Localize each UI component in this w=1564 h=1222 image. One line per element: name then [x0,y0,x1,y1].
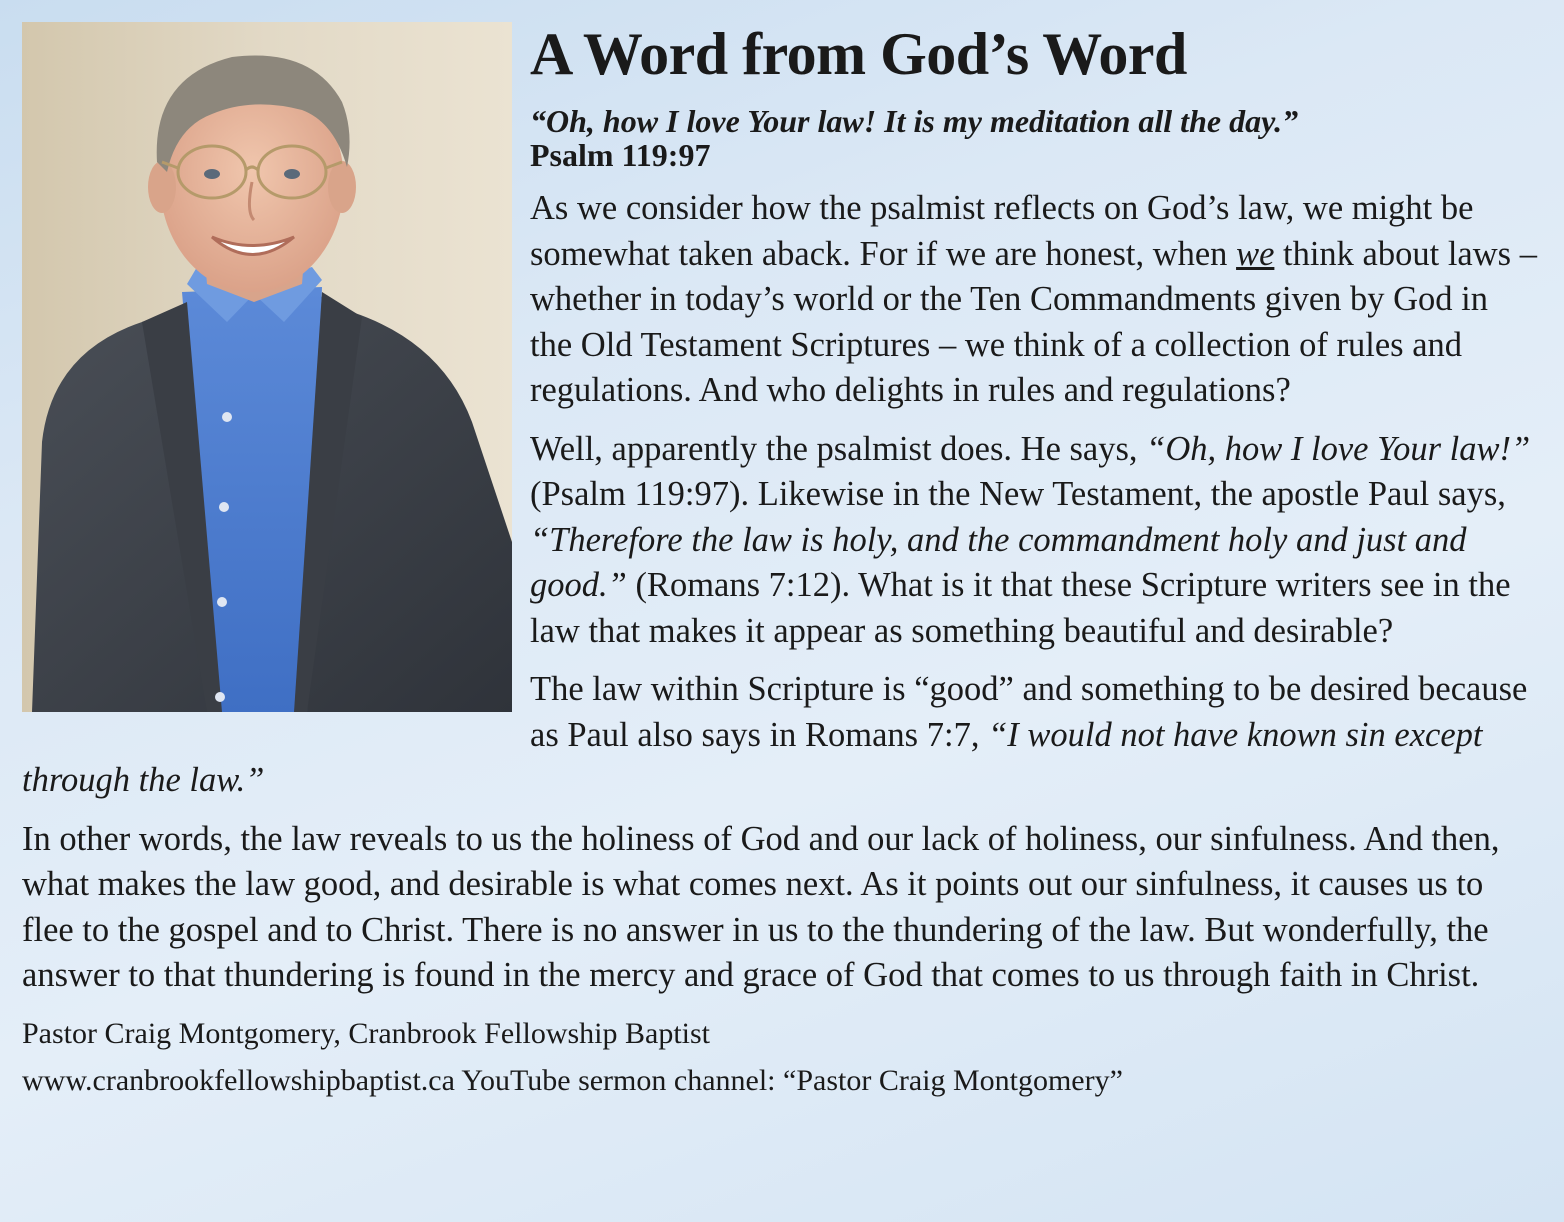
paragraph-4: In other words, the law reveals to us the holiness of God and our lack of holiness, our sinfulness. And then, what makes the law good, and desirable is what comes next. As it points out our sinfulness, it causes us to flee to the gospel and to Christ. There is no answer in us to the thundering of the law. But wonderfully, the answer to that thundering is found in the mercy and grace of God that comes to us through faith in Christ. [22,819,1500,994]
portrait-illustration [22,22,512,712]
paragraph-2-text-a: Well, apparently the psalmist does. He says, [530,429,1147,468]
verse-quote: “Oh, how I love Your law! It is my meditation all the day.” [530,103,1299,139]
paragraph-3-quote: “I would not have known sin except through the law.” [22,715,1483,799]
page-title: A Word from God’s Word [530,21,1187,87]
paragraph-2-text-b: (Psalm 119:97). Likewise in the New Testament, the apostle Paul says, [530,475,1506,513]
paragraph-1-text-a: As we consider how the psalmist reflects on God’s law, we might be somewhat taken aback. For if we are honest, when [530,189,1474,273]
paragraph-1-text-b: think about laws – whether in today’s world or the Ten Commandments given by God in the Old Testament Scriptures – we think of a collection of rules and regulations. And who delights in rules and regulations? [530,234,1537,409]
paragraph-1-emphasis: we [1236,234,1275,273]
paragraph-2-text-c: (Romans 7:12). What is it that these Scripture writers see in the law that makes it appear as something beautiful and desirable? [530,566,1511,650]
signature-links: www.cranbrookfellowshipbaptist.ca YouTube sermon channel: “Pastor Craig Montgomery” [22,1063,1123,1097]
paragraph-2-quote-1: “Oh, how I love Your law!” [1146,429,1531,468]
pastor-photo [22,22,512,712]
signature-name: Pastor Craig Montgomery, Cranbrook Fellowship Baptist [22,1016,711,1050]
paragraph-2-quote-2: “Therefore the law is holy, and the commandment holy and just and good.” [530,520,1467,604]
verse-reference: Psalm 119:97 [530,137,711,173]
paragraph-3-text: The law within Scripture is “good” and something to be desired because as Paul also says in Romans 7:7, [530,670,1528,754]
